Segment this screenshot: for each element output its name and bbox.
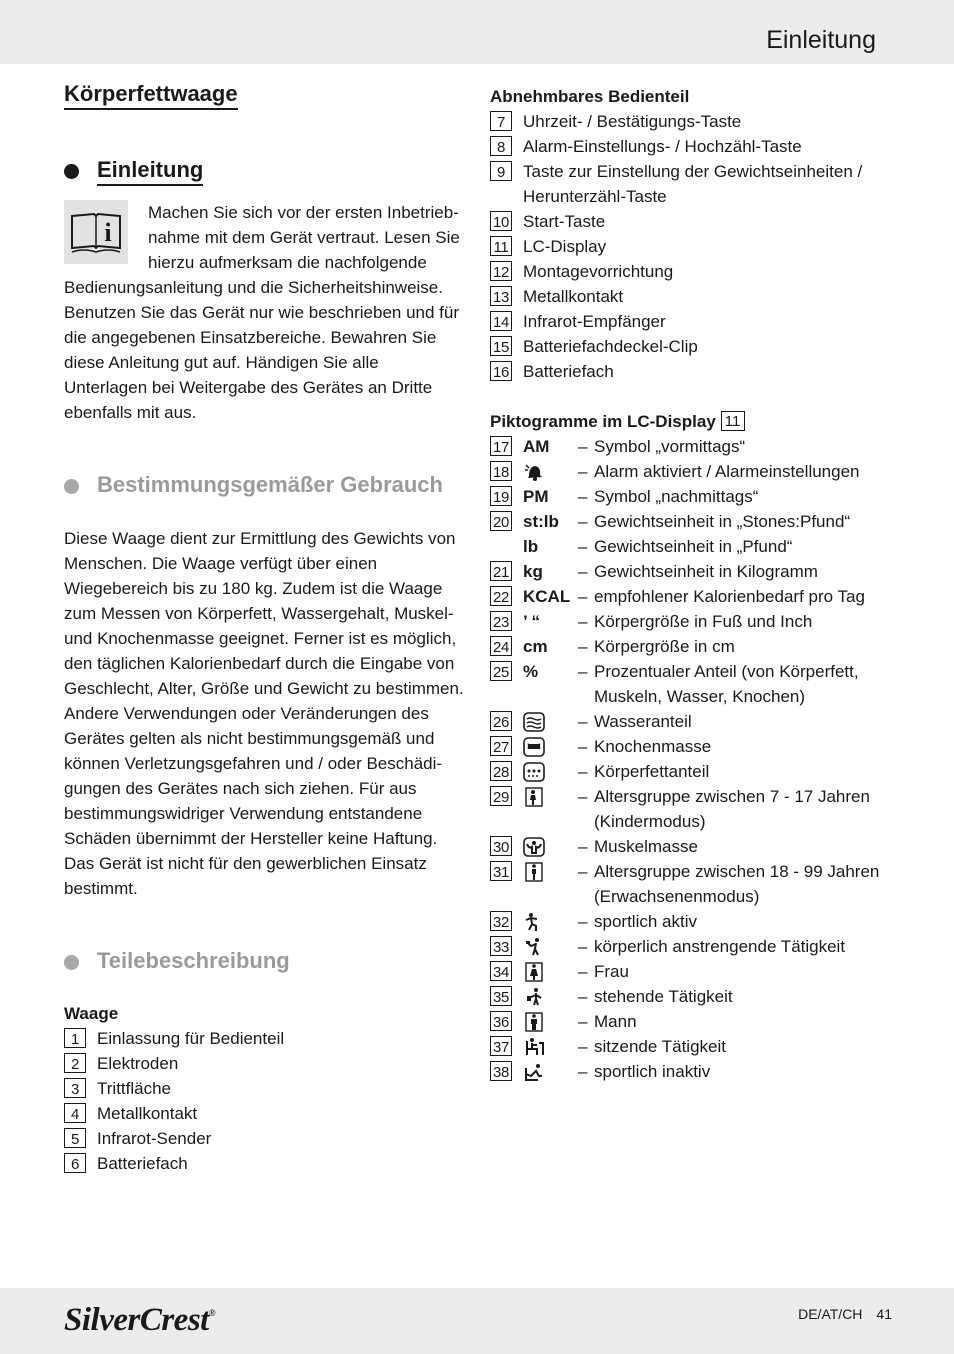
pictogram-description: körperlich anstrengende Tätigkeit bbox=[594, 937, 846, 956]
pictogram-number: 17 bbox=[490, 436, 512, 456]
list-item bbox=[490, 359, 900, 384]
part-number: 10 bbox=[490, 211, 512, 231]
list-item bbox=[490, 109, 900, 134]
pictogram-item bbox=[490, 534, 900, 559]
part-label: Start-Taste bbox=[523, 212, 606, 231]
pictogram-item bbox=[490, 484, 900, 509]
list-item bbox=[490, 309, 900, 334]
dash-separator: – bbox=[578, 862, 588, 881]
pictogram-symbol: AM bbox=[523, 437, 550, 456]
part-label: Batteriefachdeckel-Clip bbox=[523, 337, 698, 356]
part-number: 12 bbox=[490, 261, 512, 281]
part-number: 9 bbox=[490, 161, 512, 181]
part-label: Alarm-Einstellungs- / Hochzähl-Taste bbox=[523, 137, 802, 156]
list-item bbox=[64, 1076, 464, 1101]
page-footer bbox=[0, 1288, 954, 1354]
pictogram-number: 30 bbox=[490, 836, 512, 856]
dash-separator: – bbox=[578, 962, 588, 981]
pictogram-description: sitzende Tätigkeit bbox=[594, 1037, 726, 1056]
standing-work-icon bbox=[523, 984, 575, 1011]
pictogram-number: 33 bbox=[490, 936, 512, 956]
body-fat-icon bbox=[523, 759, 575, 786]
bullet-icon bbox=[64, 479, 79, 494]
pictogram-description: Prozentualer Anteil (von Körperfett, Muskeln, Wasser, Knochen) bbox=[594, 662, 859, 706]
book-info-icon bbox=[64, 200, 128, 264]
brand-mark: ® bbox=[208, 1308, 216, 1318]
part-number: 11 bbox=[490, 236, 512, 256]
part-number: 1 bbox=[64, 1028, 86, 1048]
sport-inactive-icon bbox=[523, 1059, 575, 1086]
part-label: Montagevorrichtung bbox=[523, 262, 674, 281]
dash-separator: – bbox=[578, 662, 588, 681]
pictogram-item bbox=[490, 859, 900, 909]
dash-separator: – bbox=[578, 537, 588, 556]
pictogram-description: Muskelmasse bbox=[594, 837, 698, 856]
pictogram-description: Wasseranteil bbox=[594, 712, 692, 731]
list-item bbox=[64, 1051, 464, 1076]
dash-separator: – bbox=[578, 437, 588, 456]
dash-separator: – bbox=[578, 587, 588, 606]
pictogram-description: Mann bbox=[594, 1012, 637, 1031]
pictogram-description: Gewichtseinheit in „Stones:Pfund“ bbox=[594, 512, 851, 531]
pictogram-item bbox=[490, 659, 900, 709]
intro-heading: Einleitung bbox=[97, 156, 203, 186]
pictogram-number: 38 bbox=[490, 1061, 512, 1081]
pictogram-number: 28 bbox=[490, 761, 512, 781]
pictogram-item bbox=[490, 634, 900, 659]
picto-ref-number: 11 bbox=[721, 411, 745, 431]
list-item bbox=[490, 159, 900, 184]
pictogram-symbol: ’ “ bbox=[523, 612, 541, 631]
part-number: 8 bbox=[490, 136, 512, 156]
pictogram-number: 22 bbox=[490, 586, 512, 606]
pictogram-number: 25 bbox=[490, 661, 512, 681]
pictogram-item bbox=[490, 959, 900, 984]
part-label: Metallkontakt bbox=[97, 1104, 198, 1123]
part-label: Uhrzeit- / Bestätigungs-Taste bbox=[523, 112, 742, 131]
right-column bbox=[490, 84, 900, 1084]
pictogram-description: stehende Tätigkeit bbox=[594, 987, 733, 1006]
pictogram-item bbox=[490, 984, 900, 1009]
sport-active-icon bbox=[523, 909, 575, 936]
part-label: Elektroden bbox=[97, 1054, 179, 1073]
part-label: Infrarot-Sender bbox=[97, 1129, 212, 1148]
part-number: 4 bbox=[64, 1103, 86, 1123]
left-column bbox=[64, 80, 464, 1176]
pictogram-item bbox=[490, 784, 900, 834]
pictogram-description: Körpergröße in cm bbox=[594, 637, 735, 656]
water-icon bbox=[523, 709, 575, 736]
list-item bbox=[490, 259, 900, 284]
picto-heading: Piktogramme im LC-Display bbox=[490, 412, 716, 431]
pictogram-description: sportlich aktiv bbox=[594, 912, 697, 931]
pictogram-symbol: % bbox=[523, 662, 539, 681]
page-number: 41 bbox=[876, 1306, 892, 1322]
part-label: Batteriefach bbox=[97, 1154, 188, 1173]
section-heading-usage bbox=[64, 471, 464, 501]
pictogram-item bbox=[490, 759, 900, 784]
part-label: Einlassung für Bedienteil bbox=[97, 1029, 285, 1048]
pictogram-description: Symbol „vormittags“ bbox=[594, 437, 746, 456]
pictogram-description: Frau bbox=[594, 962, 629, 981]
locale-label: DE/AT/CH bbox=[798, 1306, 863, 1322]
pictogram-symbol: PM bbox=[523, 487, 549, 506]
pictogram-item bbox=[490, 434, 900, 459]
pictogram-description: empfohlener Kalorienbedarf pro Tag bbox=[594, 587, 865, 606]
part-number: 3 bbox=[64, 1078, 86, 1098]
list-item bbox=[490, 209, 900, 234]
page-header bbox=[0, 0, 954, 64]
part-label: LC-Display bbox=[523, 237, 607, 256]
pictogram-number: 20 bbox=[490, 511, 512, 531]
pictogram-item bbox=[490, 709, 900, 734]
bullet-icon bbox=[64, 955, 79, 970]
pictogram-symbol: KCAL bbox=[523, 587, 571, 606]
pictogram-description: Körperfettanteil bbox=[594, 762, 710, 781]
dash-separator: – bbox=[578, 637, 588, 656]
pictogram-number: 29 bbox=[490, 786, 512, 806]
pictogram-number: 23 bbox=[490, 611, 512, 631]
footer-meta bbox=[784, 1306, 892, 1322]
part-label: Infrarot-Empfänger bbox=[523, 312, 666, 331]
pictogram-number: 24 bbox=[490, 636, 512, 656]
pictogram-item bbox=[490, 559, 900, 584]
dash-separator: – bbox=[578, 1062, 588, 1081]
part-number: 14 bbox=[490, 311, 512, 331]
list-item bbox=[490, 234, 900, 259]
dash-separator: – bbox=[578, 837, 588, 856]
dash-separator: – bbox=[578, 512, 588, 531]
pictogram-number: 19 bbox=[490, 486, 512, 506]
dash-separator: – bbox=[578, 462, 588, 481]
bullet-icon bbox=[64, 164, 79, 179]
dash-separator: – bbox=[578, 787, 588, 806]
scale-heading: Waage bbox=[64, 1004, 119, 1023]
pictogram-item bbox=[490, 934, 900, 959]
pictogram-number: 21 bbox=[490, 561, 512, 581]
part-number: 7 bbox=[490, 111, 512, 131]
part-number: 16 bbox=[490, 361, 512, 381]
bone-icon bbox=[523, 734, 575, 761]
bell-icon bbox=[523, 459, 575, 486]
adult-icon bbox=[523, 859, 575, 886]
pictogram-description: Gewichtseinheit in „Pfund“ bbox=[594, 537, 793, 556]
dash-separator: – bbox=[578, 737, 588, 756]
pictogram-number: 18 bbox=[490, 461, 512, 481]
pictogram-number: 26 bbox=[490, 711, 512, 731]
part-label: Trittfläche bbox=[97, 1079, 172, 1098]
muscle-icon bbox=[523, 834, 575, 861]
pictogram-description: Knochenmasse bbox=[594, 737, 712, 756]
part-label: Metallkontakt bbox=[523, 287, 624, 306]
sitting-work-icon bbox=[523, 1034, 575, 1061]
list-item bbox=[64, 1126, 464, 1151]
pictogram-number: 35 bbox=[490, 986, 512, 1006]
header-title: Einleitung bbox=[766, 26, 876, 54]
pictogram-symbol: cm bbox=[523, 637, 548, 656]
page-title: Körperfettwaage bbox=[64, 80, 238, 110]
pictogram-item bbox=[490, 1034, 900, 1059]
pictogram-item bbox=[490, 1009, 900, 1034]
dash-separator: – bbox=[578, 937, 588, 956]
pictogram-item bbox=[490, 909, 900, 934]
pictogram-item bbox=[490, 459, 900, 484]
part-label: Herunterzähl-Taste bbox=[523, 187, 667, 206]
woman-icon bbox=[523, 959, 575, 986]
pictogram-description: Alarm aktiviert / Alarmeinstellungen bbox=[594, 462, 860, 481]
panel-heading: Abnehmbares Bedienteil bbox=[490, 87, 690, 106]
pictogram-description: Altersgruppe zwischen 7 - 17 Jahren (Kindermodus) bbox=[594, 787, 870, 831]
part-number: 13 bbox=[490, 286, 512, 306]
pictogram-list bbox=[490, 434, 900, 1084]
section-heading-parts bbox=[64, 947, 464, 977]
section-heading-intro bbox=[64, 156, 464, 186]
brand-logo bbox=[64, 1302, 215, 1339]
part-number: 5 bbox=[64, 1128, 86, 1148]
list-item bbox=[64, 1151, 464, 1176]
part-number: 6 bbox=[64, 1153, 86, 1173]
pictogram-description: sportlich inaktiv bbox=[594, 1062, 711, 1081]
child-icon bbox=[523, 784, 575, 811]
list-item bbox=[490, 184, 900, 209]
usage-paragraph: Diese Waage dient zur Ermittlung des Gewichts von Menschen. Die Waage verfügt über einen Wiegebereich bis zu 180 kg. Zudem ist die Waage zum Messen von Körperfett, Wassergehalt, Muskel- und Knochenmasse geeignet. Ferner ist es möglich, den täglichen Kalorienbedarf durch die Eingabe von Geschlecht, Alter, Größe und Gewicht zu bestimmen. Andere Verwendungen oder Veränderungen des Gerätes gelten als nicht bestimmungsgemäß und können Verletzungsgefahren und / oder Beschädi-gungen des Gerätes nach sich ziehen. Für aus bestimmungswidriger Verwendung entstandene Schäden übernimmt der Hersteller keine Haftung. Das Gerät ist nicht für den gewerblichen Einsatz bestimmt. bbox=[64, 529, 464, 898]
pictogram-symbol: kg bbox=[523, 562, 543, 581]
dash-separator: – bbox=[578, 712, 588, 731]
panel-parts-list bbox=[490, 109, 900, 384]
pictogram-item bbox=[490, 734, 900, 759]
pictogram-description: Gewichtseinheit in Kilogramm bbox=[594, 562, 818, 581]
pictogram-item bbox=[490, 834, 900, 859]
intro-block bbox=[64, 200, 464, 425]
pictogram-description: Körpergröße in Fuß und Inch bbox=[594, 612, 813, 631]
part-label: Taste zur Einstellung der Gewichtseinheiten / bbox=[523, 162, 863, 181]
pictogram-item bbox=[490, 584, 900, 609]
pictogram-number: 27 bbox=[490, 736, 512, 756]
pictogram-symbol: st:lb bbox=[523, 512, 559, 531]
part-label: Batteriefach bbox=[523, 362, 614, 381]
intro-paragraph: Machen Sie sich vor der ersten Inbetrieb-nahme mit dem Gerät vertraut. Lesen Sie hierzu aufmerksam die nachfolgende Bedienungsanleitung und die Sicherheitshinweise. Benutzen Sie das Gerät nur wie beschrieben und für die angegebenen Einsatzbereiche. Bewahren Sie diese Anleitung gut auf. Händigen Sie alle Unterlagen bei Weitergabe des Gerätes an Dritte ebenfalls mit aus. bbox=[64, 203, 460, 422]
list-item bbox=[64, 1101, 464, 1126]
brand-name: SilverCrest bbox=[64, 1302, 209, 1338]
parts-heading: Teilebeschreibung bbox=[97, 948, 290, 973]
dash-separator: – bbox=[578, 987, 588, 1006]
scale-parts-list bbox=[64, 1026, 464, 1176]
dash-separator: – bbox=[578, 912, 588, 931]
dash-separator: – bbox=[578, 762, 588, 781]
dash-separator: – bbox=[578, 1037, 588, 1056]
pictogram-item bbox=[490, 609, 900, 634]
hard-work-icon bbox=[523, 934, 575, 961]
dash-separator: – bbox=[578, 562, 588, 581]
svg-text:i: i bbox=[104, 218, 112, 247]
picto-heading-row bbox=[490, 409, 900, 434]
pictogram-number: 36 bbox=[490, 1011, 512, 1031]
dash-separator: – bbox=[578, 487, 588, 506]
list-item bbox=[490, 134, 900, 159]
dash-separator: – bbox=[578, 1012, 588, 1031]
dash-separator: – bbox=[578, 612, 588, 631]
list-item bbox=[490, 334, 900, 359]
part-number: 15 bbox=[490, 336, 512, 356]
pictogram-item bbox=[490, 1059, 900, 1084]
pictogram-item bbox=[490, 509, 900, 534]
pictogram-symbol: lb bbox=[523, 537, 539, 556]
pictogram-number: 31 bbox=[490, 861, 512, 881]
pictogram-number: 34 bbox=[490, 961, 512, 981]
man-icon bbox=[523, 1009, 575, 1036]
part-number: 2 bbox=[64, 1053, 86, 1073]
pictogram-number: 37 bbox=[490, 1036, 512, 1056]
usage-heading: Bestimmungsgemäßer Gebrauch bbox=[97, 472, 443, 497]
list-item bbox=[64, 1026, 464, 1051]
list-item bbox=[490, 284, 900, 309]
pictogram-number: 32 bbox=[490, 911, 512, 931]
pictogram-description: Symbol „nachmittags“ bbox=[594, 487, 759, 506]
pictogram-description: Altersgruppe zwischen 18 - 99 Jahren (Erwachsenenmodus) bbox=[594, 862, 880, 906]
